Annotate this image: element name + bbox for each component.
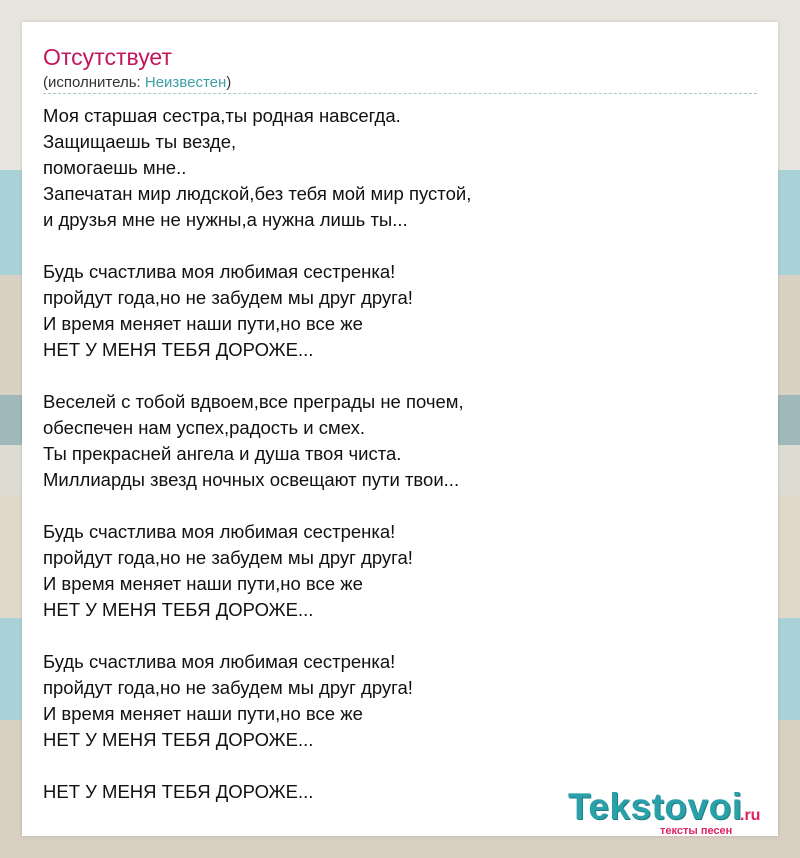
lyric-line: НЕТ У МЕНЯ ТЕБЯ ДОРОЖЕ... <box>43 781 314 802</box>
lyric-line: И время меняет наши пути,но все же <box>43 703 363 724</box>
lyric-line <box>43 623 757 649</box>
logo-domain: .ru <box>740 807 761 824</box>
artist-suffix: ) <box>226 74 232 91</box>
lyric-line <box>43 493 757 519</box>
lyric-line: пройдут года,но не забудем мы друг друга! <box>43 547 413 568</box>
lyric-line: Миллиарды звезд ночных освещают пути твои... <box>43 469 460 490</box>
lyric-line: Будь счастлива моя любимая сестренка! <box>43 651 396 672</box>
lyric-line: Запечатан мир людской,без тебя мой мир пустой, <box>43 183 472 204</box>
artist-line <box>43 73 231 93</box>
lyric-line: и друзья мне не нужны,а нужна лишь ты... <box>43 209 408 230</box>
lyric-line <box>43 363 757 389</box>
divider <box>43 93 757 94</box>
lyric-line: пройдут года,но не забудем мы друг друга! <box>43 287 413 308</box>
lyric-line: обеспечен нам успех,радость и смех. <box>43 417 366 438</box>
lyrics-card <box>22 22 778 836</box>
lyric-line: НЕТ У МЕНЯ ТЕБЯ ДОРОЖЕ... <box>43 729 314 750</box>
logo-subtitle: тексты песен <box>660 825 733 837</box>
lyric-line: Веселей с тобой вдвоем,все преграды не почем, <box>43 391 464 412</box>
lyric-line: Моя старшая сестра,ты родная навсегда. <box>43 105 401 126</box>
lyric-line: пройдут года,но не забудем мы друг друга! <box>43 677 413 698</box>
lyric-line: НЕТ У МЕНЯ ТЕБЯ ДОРОЖЕ... <box>43 599 314 620</box>
artist-prefix: (исполнитель: <box>43 74 145 91</box>
lyric-line: Ты прекрасней ангела и душа твоя чиста. <box>43 443 402 464</box>
lyric-line: Будь счастлива моя любимая сестренка! <box>43 261 396 282</box>
logo-wordmark: Tekstovoi <box>568 786 743 827</box>
lyric-line: Будь счастлива моя любимая сестренка! <box>43 521 396 542</box>
song-title: Отсутствует <box>43 44 172 70</box>
artist-link[interactable]: Неизвестен <box>144 74 227 91</box>
lyric-line: И время меняет наши пути,но все же <box>43 313 363 334</box>
lyric-line <box>43 233 757 259</box>
lyric-line <box>43 753 757 779</box>
site-logo[interactable] <box>568 787 778 837</box>
lyrics-text <box>43 103 757 805</box>
lyric-line: Защищаешь ты везде, <box>43 131 237 152</box>
lyric-line: НЕТ У МЕНЯ ТЕБЯ ДОРОЖЕ... <box>43 339 314 360</box>
lyric-line: И время меняет наши пути,но все же <box>43 573 363 594</box>
lyric-line: помогаешь мне.. <box>43 157 187 178</box>
